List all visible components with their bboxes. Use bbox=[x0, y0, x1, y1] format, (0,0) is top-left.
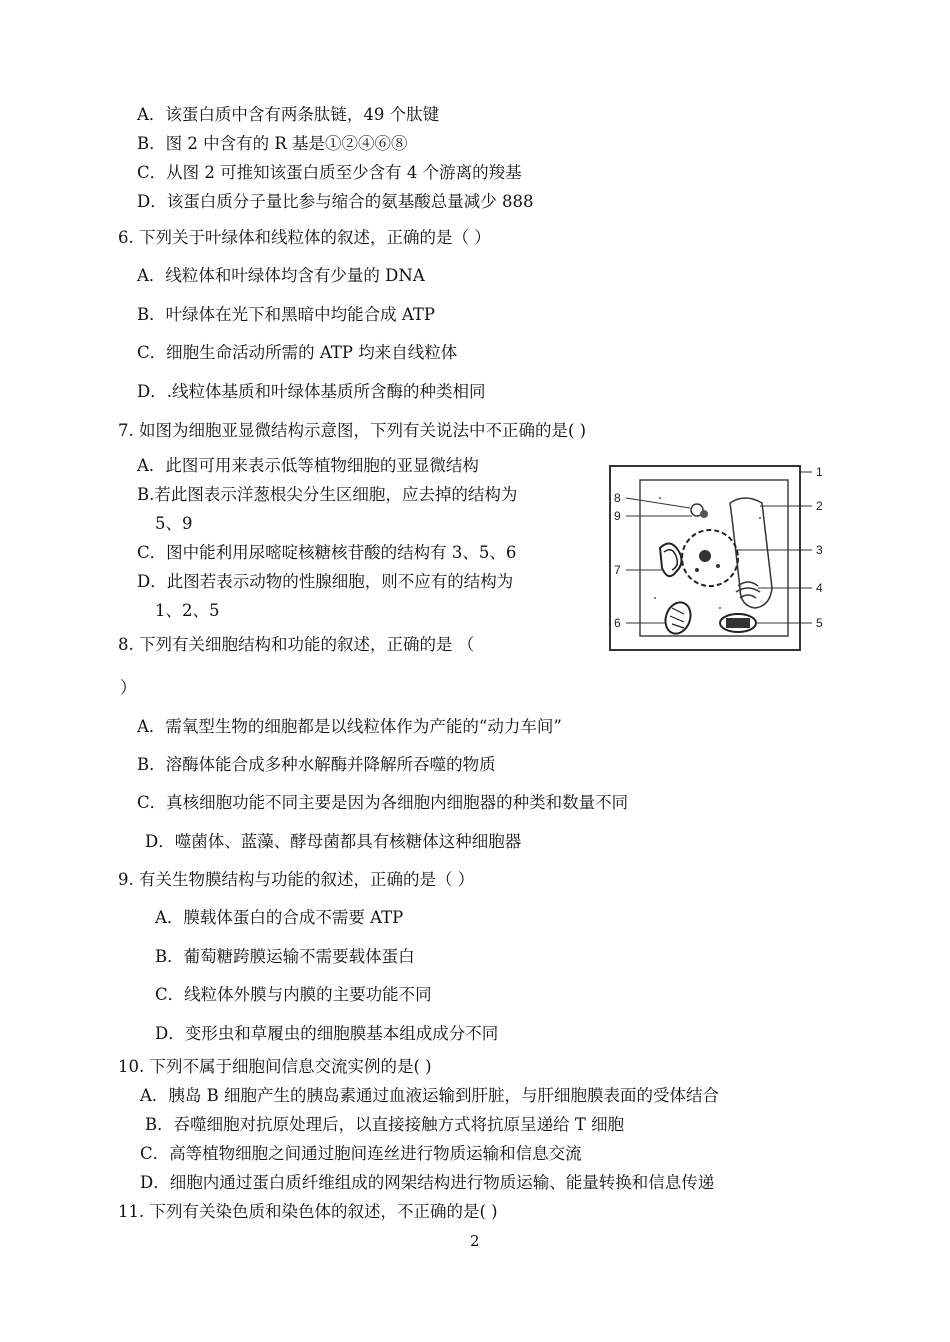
label-7: 7 bbox=[614, 563, 621, 577]
label-8: 8 bbox=[614, 491, 621, 505]
q9-stem: 9. 有关生物膜结构与功能的叙述，正确的是（ ） bbox=[118, 870, 475, 889]
q8-option-d: D．噬菌体、蓝藻、酵母菌都具有核糖体这种细胞器 bbox=[145, 832, 522, 851]
mitochondrion bbox=[661, 599, 694, 637]
q5-option-b: B．图 2 中含有的 R 基是①②④⑥⑧ bbox=[137, 134, 408, 153]
nucleolus bbox=[699, 550, 711, 562]
centriole bbox=[691, 504, 708, 518]
q10-option-b: B．吞噬细胞对抗原处理后，以直接接触方式将抗原呈递给 T 细胞 bbox=[145, 1115, 625, 1134]
label-6: 6 bbox=[614, 616, 621, 630]
q7-option-b-line1: B.若此图表示洋葱根尖分生区细胞，应去掉的结构为 bbox=[137, 485, 518, 504]
q7-option-c: C．图中能利用尿嘧啶核糖核苷酸的结构有 3、5、6 bbox=[137, 543, 517, 562]
label-9: 9 bbox=[614, 509, 621, 523]
q9-option-b: B．葡萄糖跨膜运输不需要载体蛋白 bbox=[155, 947, 415, 966]
q6-option-d: D．.线粒体基质和叶绿体基质所含酶的种类相同 bbox=[137, 382, 486, 401]
q5-option-a: A．该蛋白质中含有两条肽链，49 个肽键 bbox=[137, 105, 440, 124]
q7-option-a: A．此图可用来表示低等植物细胞的亚显微结构 bbox=[137, 456, 479, 475]
q6-stem: 6. 下列关于叶绿体和线粒体的叙述，正确的是（ ） bbox=[118, 228, 491, 247]
label-1: 1 bbox=[816, 465, 823, 479]
q8-option-b: B．溶酶体能合成多种水解酶并降解所吞噬的物质 bbox=[137, 755, 496, 774]
q8-stem: 8. 下列有关细胞结构和功能的叙述，正确的是 （ bbox=[118, 635, 475, 654]
label-2: 2 bbox=[816, 499, 823, 513]
q7-option-d-line1: D．此图若表示动物的性腺细胞，则不应有的结构为 bbox=[137, 572, 514, 591]
q10-stem: 10. 下列不属于细胞间信息交流实例的是( ) bbox=[118, 1057, 432, 1076]
q9-option-d: D．变形虫和草履虫的细胞膜基本组成成分不同 bbox=[155, 1024, 499, 1043]
q8-option-c: C．真核细胞功能不同主要是因为各细胞内细胞器的种类和数量不同 bbox=[137, 793, 629, 812]
q7-stem: 7. 如图为细胞亚显微结构示意图，下列有关说法中不正确的是( ) bbox=[118, 421, 587, 440]
q7-option-b-line2: 5、9 bbox=[155, 514, 193, 533]
label-5: 5 bbox=[816, 616, 823, 630]
q8-option-a: A．需氧型生物的细胞都是以线粒体作为产能的“动力车间” bbox=[137, 717, 562, 736]
label-4: 4 bbox=[816, 581, 823, 595]
q10-option-c: C．高等植物细胞之间通过胞间连丝进行物质运输和信息交流 bbox=[140, 1144, 582, 1163]
cell-diagram bbox=[600, 458, 835, 658]
q10-option-a: A．胰岛 B 细胞产生的胰岛素通过血液运输到肝脏，与肝细胞膜表面的受体结合 bbox=[140, 1086, 720, 1105]
q5-option-d: D．该蛋白质分子量比参与缩合的氨基酸总量减少 888 bbox=[137, 192, 534, 211]
q7-option-d-line2: 1、2、5 bbox=[155, 601, 220, 620]
q11-stem: 11. 下列有关染色质和染色体的叙述，不正确的是( ) bbox=[118, 1202, 498, 1221]
q8-close-paren: ） bbox=[120, 678, 137, 697]
q6-option-b: B．叶绿体在光下和黑暗中均能合成 ATP bbox=[137, 305, 435, 324]
q6-option-a: A．线粒体和叶绿体均含有少量的 DNA bbox=[137, 266, 425, 285]
chloroplast bbox=[720, 614, 756, 632]
page-number: 2 bbox=[470, 1232, 480, 1250]
golgi bbox=[736, 582, 760, 598]
q5-option-c: C．从图 2 可推知该蛋白质至少含有 4 个游离的羧基 bbox=[137, 163, 522, 182]
q9-option-c: C．线粒体外膜与内膜的主要功能不同 bbox=[155, 985, 432, 1004]
q6-option-c: C．细胞生命活动所需的 ATP 均来自线粒体 bbox=[137, 343, 458, 362]
label-3: 3 bbox=[816, 543, 823, 557]
q10-option-d: D．细胞内通过蛋白质纤维组成的网架结构进行物质运输、能量转换和信息传递 bbox=[140, 1173, 715, 1192]
endoplasmic-reticulum bbox=[660, 543, 682, 576]
q9-option-a: A．膜载体蛋白的合成不需要 ATP bbox=[155, 908, 404, 927]
